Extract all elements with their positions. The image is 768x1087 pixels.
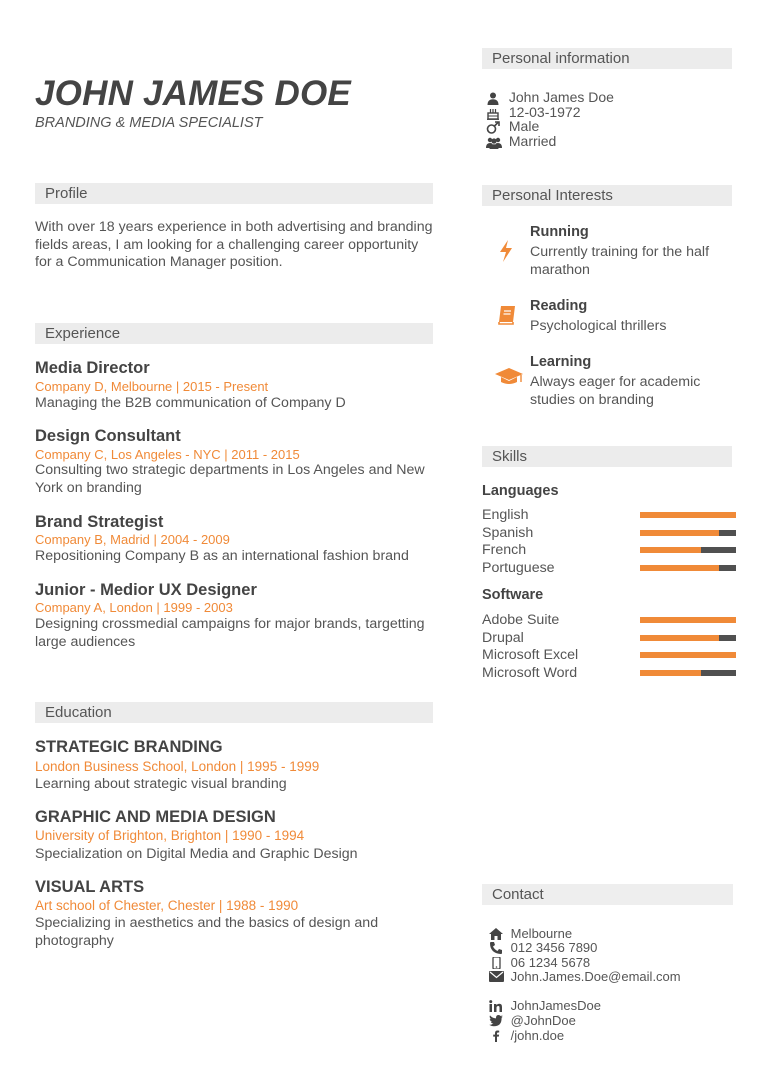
contact-email-row (489, 970, 681, 984)
user-icon (486, 92, 501, 105)
interest-description: Always eager for academic studies on branding (530, 374, 701, 408)
graduation-cap-icon (494, 367, 524, 392)
personal-birthdate: 12-03-1972 (508, 104, 581, 120)
contact-heading: Contact (482, 884, 733, 905)
male-icon (486, 121, 501, 134)
skill-level-fill (640, 512, 736, 518)
skill-level-bar (640, 635, 736, 641)
job-description: Managing the B2B communication of Company D (35, 395, 346, 411)
job-meta: Company B, Madrid | 2004 - 2009 (35, 532, 230, 547)
users-icon (486, 136, 501, 149)
phone-icon (489, 942, 504, 955)
personal-status: Married (508, 133, 557, 149)
contact-linkedin-row (489, 999, 601, 1013)
contact-city-row (489, 927, 572, 941)
linkedin-icon (489, 1000, 504, 1013)
interest-title: Running (530, 224, 589, 240)
birthday-cake-icon (486, 107, 501, 120)
skill-level-bar (640, 530, 736, 536)
job-description: Consulting two strategic departments in Los Angeles and New York on branding (35, 462, 425, 496)
education-heading: Education (35, 702, 433, 723)
contact-phone[interactable]: 012 3456 7890 (510, 940, 598, 955)
job-meta: Company C, Los Angeles - NYC | 2011 - 2015 (35, 447, 300, 462)
personal-status-row (486, 134, 556, 149)
skill-level-bar (640, 670, 736, 676)
education-meta: University of Brighton, Brighton | 1990 - 1994 (35, 828, 305, 843)
contact-mobile-row (489, 956, 590, 970)
skill-name: Portuguese (482, 559, 555, 576)
personal-name-row (486, 90, 614, 105)
personal-gender: Male (508, 118, 540, 134)
interests-heading: Personal Interests (482, 185, 732, 206)
resume-subtitle: BRANDING & MEDIA SPECIALIST (35, 115, 263, 131)
personal-gender-row (486, 119, 539, 134)
interest-title: Learning (530, 354, 592, 370)
skill-name: Spanish (482, 524, 534, 541)
book-icon (496, 304, 518, 331)
contact-mobile[interactable]: 06 1234 5678 (510, 955, 591, 970)
education-description: Specializing in aesthetics and the basics of design and photography (35, 915, 379, 949)
personal-name: John James Doe (508, 89, 614, 105)
skill-level-bar (640, 547, 736, 553)
skill-level-fill (640, 652, 736, 658)
skill-level-bar (640, 617, 736, 623)
envelope-icon (489, 971, 504, 984)
mobile-phone-icon (489, 957, 504, 970)
facebook-icon (489, 1030, 504, 1043)
experience-heading: Experience (35, 323, 433, 344)
twitter-icon (489, 1015, 504, 1028)
job-meta: Company A, London | 1999 - 2003 (35, 600, 233, 615)
job-title: Junior - Medior UX Designer (35, 581, 257, 599)
home-icon (489, 928, 504, 941)
skill-name: French (482, 542, 527, 558)
job-description: Designing crossmedial campaigns for major brands, targetting large audiences (35, 616, 425, 650)
skill-level-fill (640, 565, 719, 571)
contact-twitter[interactable]: @JohnDoe (510, 1013, 576, 1028)
software-label: Software (482, 587, 544, 603)
skill-level-fill (640, 547, 701, 553)
education-meta: Art school of Chester, Chester | 1988 - 1990 (35, 898, 299, 913)
skills-heading: Skills (482, 446, 732, 467)
skill-level-fill (640, 635, 719, 641)
skill-name: English (482, 507, 529, 523)
profile-text: With over 18 years experience in both advertising and branding fields areas, I am looking for a challenging career opportunity for a Communication Manager position. (35, 219, 433, 270)
interest-title: Reading (530, 298, 588, 314)
contact-city: Melbourne (510, 926, 573, 941)
skill-level-fill (640, 530, 719, 536)
interest-description: Psychological thrillers (530, 318, 667, 334)
skill-level-bar (640, 512, 736, 518)
education-title: STRATEGIC BRANDING (35, 738, 223, 756)
contact-email[interactable]: John.James.Doe@email.com (510, 969, 681, 984)
skill-level-bar (640, 652, 736, 658)
skill-level-bar (640, 565, 736, 571)
job-title: Brand Strategist (35, 513, 164, 531)
skill-name: Adobe Suite (482, 612, 560, 628)
job-description: Repositioning Company B as an international fashion brand (35, 548, 409, 564)
education-title: GRAPHIC AND MEDIA DESIGN (35, 808, 276, 826)
education-description: Learning about strategic visual branding (35, 776, 287, 792)
job-title: Design Consultant (35, 427, 181, 445)
personal-info-heading: Personal information (482, 48, 732, 69)
skill-name: Drupal (482, 629, 524, 646)
education-description: Specialization on Digital Media and Graphic Design (35, 846, 358, 862)
skill-level-fill (640, 617, 736, 623)
resume-name: JOHN JAMES DOE (35, 74, 351, 113)
job-meta: Company D, Melbourne | 2015 - Present (35, 379, 269, 394)
job-title: Media Director (35, 359, 150, 377)
languages-label: Languages (482, 483, 559, 499)
contact-facebook[interactable]: /john.doe (510, 1028, 565, 1043)
contact-facebook-row (489, 1029, 564, 1043)
contact-phone-row (489, 941, 597, 955)
education-title: VISUAL ARTS (35, 878, 145, 896)
education-meta: London Business School, London | 1995 - 1999 (35, 759, 320, 774)
contact-linkedin[interactable]: JohnJamesDoe (510, 998, 601, 1013)
contact-twitter-row (489, 1014, 576, 1028)
interest-description: Currently training for the half marathon (530, 244, 710, 278)
skill-name: Microsoft Excel (482, 647, 579, 663)
profile-heading: Profile (35, 183, 433, 204)
skill-name: Microsoft Word (482, 664, 578, 681)
lightning-icon (498, 240, 514, 267)
skill-level-fill (640, 670, 701, 676)
